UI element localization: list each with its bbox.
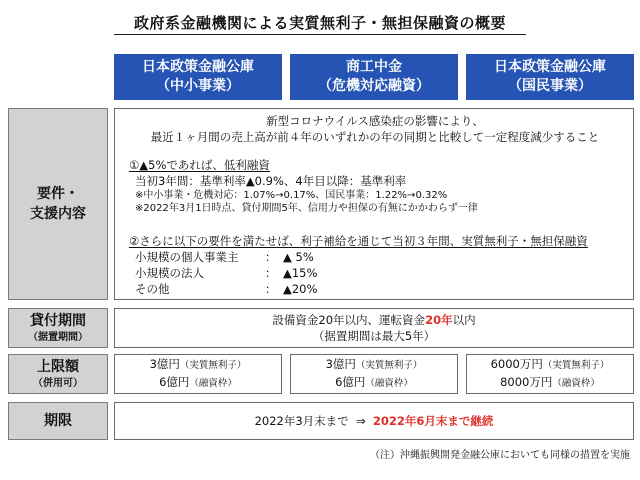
section1-note2: ※2022年3月1日時点、貸付期間5年、信用力や担保の有無にかかわらず一律 — [135, 203, 478, 214]
row-label-loan-period — [8, 308, 108, 348]
column-header-line1: 日本政策金融公庫 — [494, 59, 606, 75]
section2-item — [129, 249, 629, 265]
section1-heading: ①▲5%であれば、低利融資 — [129, 158, 270, 172]
section2-item — [129, 281, 629, 297]
limit-note1: （実質無利子） — [542, 360, 610, 371]
limit-note1: （実質無利子） — [355, 360, 423, 371]
row-label-requirements — [8, 108, 108, 300]
requirements-intro-line1: 新型コロナウイルス感染症の影響により、 — [266, 114, 484, 128]
deadline-arrow: ⇒ — [355, 414, 366, 428]
limit-cell-shokochukin — [290, 354, 458, 394]
section1-rate: 当初3年間：基準利率▲0.9%、4年目以降：基準利率 — [135, 174, 407, 188]
row-label-limit — [8, 354, 108, 394]
limit-line2 — [500, 374, 600, 392]
limit-amount1: 3億円 — [325, 357, 356, 371]
column-header-line2: （国民事業） — [508, 78, 592, 94]
column-header-line1: 商工中金 — [346, 59, 402, 75]
row-label-main: 上限額 — [37, 359, 79, 375]
limit-cell-jfc-sme — [114, 354, 282, 394]
column-header-shokochukin — [290, 54, 458, 100]
section2-heading: ②さらに以下の要件を満たせば、利子補給を通じて当初３年間、実質無利子・無担保融資 — [129, 234, 588, 248]
row-label-main: 要件・ — [37, 186, 79, 202]
footnote: （注）沖縄振興開発金融公庫においても同様の措置を実施 — [370, 450, 630, 461]
section1-note1: ※中小事業・危機対応：1.07%→0.17%、国民事業：1.22%→0.32% — [135, 190, 448, 201]
row-label-sub: （併用可） — [33, 378, 83, 389]
requirements-cell — [114, 108, 634, 300]
limit-amount2: 8000万円 — [500, 375, 553, 389]
limit-amount1: 6000万円 — [490, 357, 543, 371]
row-label-main2: 支援内容 — [30, 206, 86, 222]
column-header-line2: （危機対応融資） — [318, 78, 430, 94]
page-title: 政府系金融機関による実質無利子・無担保融資の概要 — [133, 14, 506, 32]
title-underline — [114, 34, 526, 35]
limit-note2: （融資枠） — [189, 378, 237, 389]
row-label-main: 期限 — [44, 413, 72, 429]
row-label-deadline — [8, 402, 108, 440]
loan-period-line1 — [272, 312, 475, 328]
requirements-intro-line2: 最近１ヶ月間の売上高が前４年のいずれかの年の同期と比較して一定程度減少すること — [150, 130, 600, 144]
row-label-sub: （据置期間） — [28, 332, 88, 343]
limit-cell-jfc-micro — [466, 354, 634, 394]
column-header-line1: 日本政策金融公庫 — [142, 59, 254, 75]
loan-period-line2: （据置期間は最大5年） — [312, 329, 436, 343]
column-header-jfc-micro — [466, 54, 634, 100]
section2-item-value: ▲20% — [283, 282, 318, 296]
section2-item — [129, 265, 629, 281]
column-header-line2: （中小事業） — [156, 78, 240, 94]
limit-amount2: 6億円 — [335, 375, 366, 389]
deadline-text: 2022年3月末まで — [254, 414, 349, 428]
row-label-main: 貸付期間 — [30, 313, 86, 329]
limit-note1: （実質無利子） — [179, 360, 247, 371]
loan-period-text-after: 以内 — [452, 313, 476, 327]
section2-item-category: 小規模の個人事業主 — [135, 250, 239, 264]
limit-line2 — [335, 374, 413, 392]
deadline-cell — [114, 402, 634, 440]
column-header-jfc-sme — [114, 54, 282, 100]
section2-item-colon: ： — [265, 266, 277, 280]
section2-item-colon: ： — [265, 282, 277, 296]
section2-item-value: ▲15% — [283, 266, 318, 280]
limit-line1 — [150, 356, 247, 374]
deadline-highlight: 2022年6月末まで継続 — [372, 414, 494, 428]
limit-line2 — [159, 374, 237, 392]
loan-period-text-before: 設備資金20年以内、運転資金 — [272, 313, 426, 327]
limit-amount1: 3億円 — [149, 357, 180, 371]
limit-note2: （融資枠） — [552, 378, 600, 389]
limit-line1 — [326, 356, 423, 374]
section2-item-category: 小規模の法人 — [135, 266, 204, 280]
section2-item-colon: ： — [265, 250, 277, 264]
limit-note2: （融資枠） — [365, 378, 413, 389]
limit-line1 — [491, 356, 610, 374]
loan-period-cell — [114, 308, 634, 348]
section2-item-category: その他 — [135, 282, 170, 296]
loan-period-highlight: 20年 — [425, 313, 453, 327]
deadline-line — [255, 413, 494, 429]
limit-amount2: 6億円 — [159, 375, 190, 389]
section2-item-value: ▲ 5% — [283, 250, 314, 264]
